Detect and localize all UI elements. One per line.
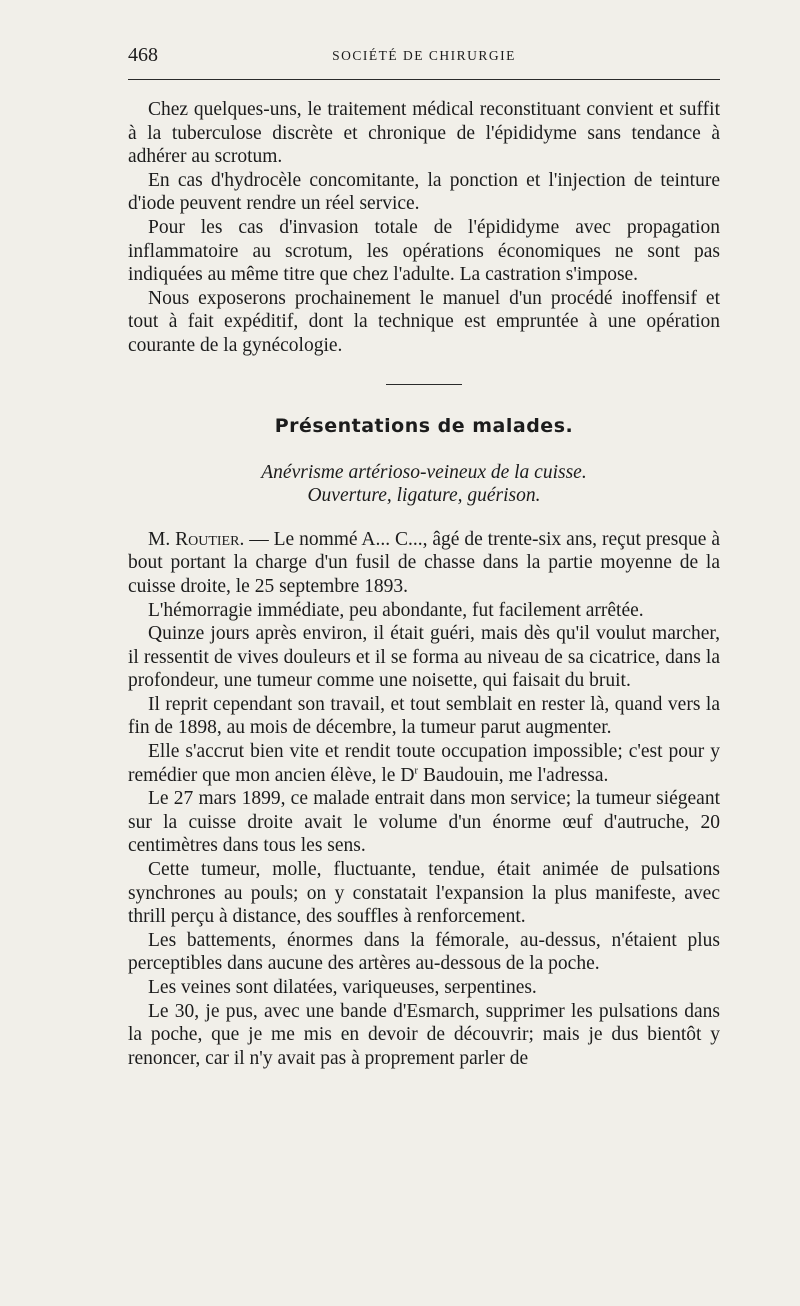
case-title-line-1: Anévrisme artérioso-veineux de la cuisse.: [261, 461, 587, 483]
page-header: [128, 44, 720, 74]
paragraph: M. Routier. — Le nommé A... C..., âgé de trente-six ans, reçut presque à bout portant la charge d'un fusil de chasse dans la partie moyenne de la cuisse droite, le 25 septembre 1893.: [128, 528, 721, 597]
section-separator: [386, 384, 462, 385]
running-title: SOCIÉTÉ DE CHIRURGIE: [332, 48, 516, 63]
paragraph: Les battements, énormes dans la fémorale, au-dessus, n'étaient plus perceptibles dans aucune des artères au-dessous de la poche.: [128, 929, 720, 975]
paragraph: L'hémorragie immédiate, peu abondante, fut facilement arrêtée.: [148, 599, 644, 621]
paragraph: Nous exposerons prochainement le manuel d'un procédé inoffensif et tout à fait expéditif, dont la technique est empruntée à une opération courante de la gynécologie.: [128, 287, 720, 356]
section-title: Présentations de malades.: [274, 414, 574, 437]
page-number: 468: [128, 44, 158, 66]
paragraph: Quinze jours après environ, il était guéri, mais dès qu'il voulut marcher, il ressentit de vives douleurs et il se forma au niveau de sa cicatrice, dans la profondeur, une tumeur comme une noisette, qui faisait du bruit.: [128, 623, 720, 692]
speaker-name: M. Routier.: [148, 528, 245, 550]
header-rule: [128, 79, 720, 80]
paragraph: Chez quelques-uns, le traitement médical reconstituant convient et suffit à la tuberculose discrète et chronique de l'épididyme sans tendance à adhérer au scrotum.: [128, 99, 720, 168]
paragraph: Cette tumeur, molle, fluctuante, tendue, était animée de pulsations synchrones au pouls; on y constatait l'expansion la plus manifeste, avec thrill perçu à distance, des souffles à renforcement.: [128, 859, 720, 928]
paragraph: Pour les cas d'invasion totale de l'épididyme avec propagation inflammatoire au scrotum, les opérations économiques ne sont pas indiquées au même titre que chez l'adulte. La castration s'impose.: [128, 216, 720, 286]
paragraph: Le 30, je pus, avec une bande d'Esmarch, supprimer les pulsations dans la poche, que je me mis en devoir de découvrir; mais je dus bientôt y renoncer, car il n'y avait pas à proprement parler de: [128, 1000, 720, 1069]
case-title-line-2: Ouverture, ligature, guérison.: [307, 485, 541, 507]
paragraph: Il reprit cependant son travail, et tout semblait en rester là, quand vers la fin de 1898, au mois de décembre, la tumeur parut augmenter.: [128, 693, 720, 739]
paragraph: Elle s'accrut bien vite et rendit toute occupation impossible; c'est pour y remédier que mon ancien élève, le $D^r$ Baudouin, me l'adressa.: [128, 741, 720, 786]
paragraph: Les veines sont dilatées, variqueuses, serpentines.: [148, 977, 537, 998]
paragraph: En cas d'hydrocèle concomitante, la ponction et l'injection de teinture d'iode peuvent rendre un réel service.: [128, 169, 720, 215]
paragraph: Le 27 mars 1899, ce malade entrait dans mon service; la tumeur siégeant sur la cuisse droite avait le volume d'un énorme œuf d'autruche, 20 centimètres dans tous les sens.: [128, 788, 720, 857]
page-body: [128, 98, 720, 1070]
